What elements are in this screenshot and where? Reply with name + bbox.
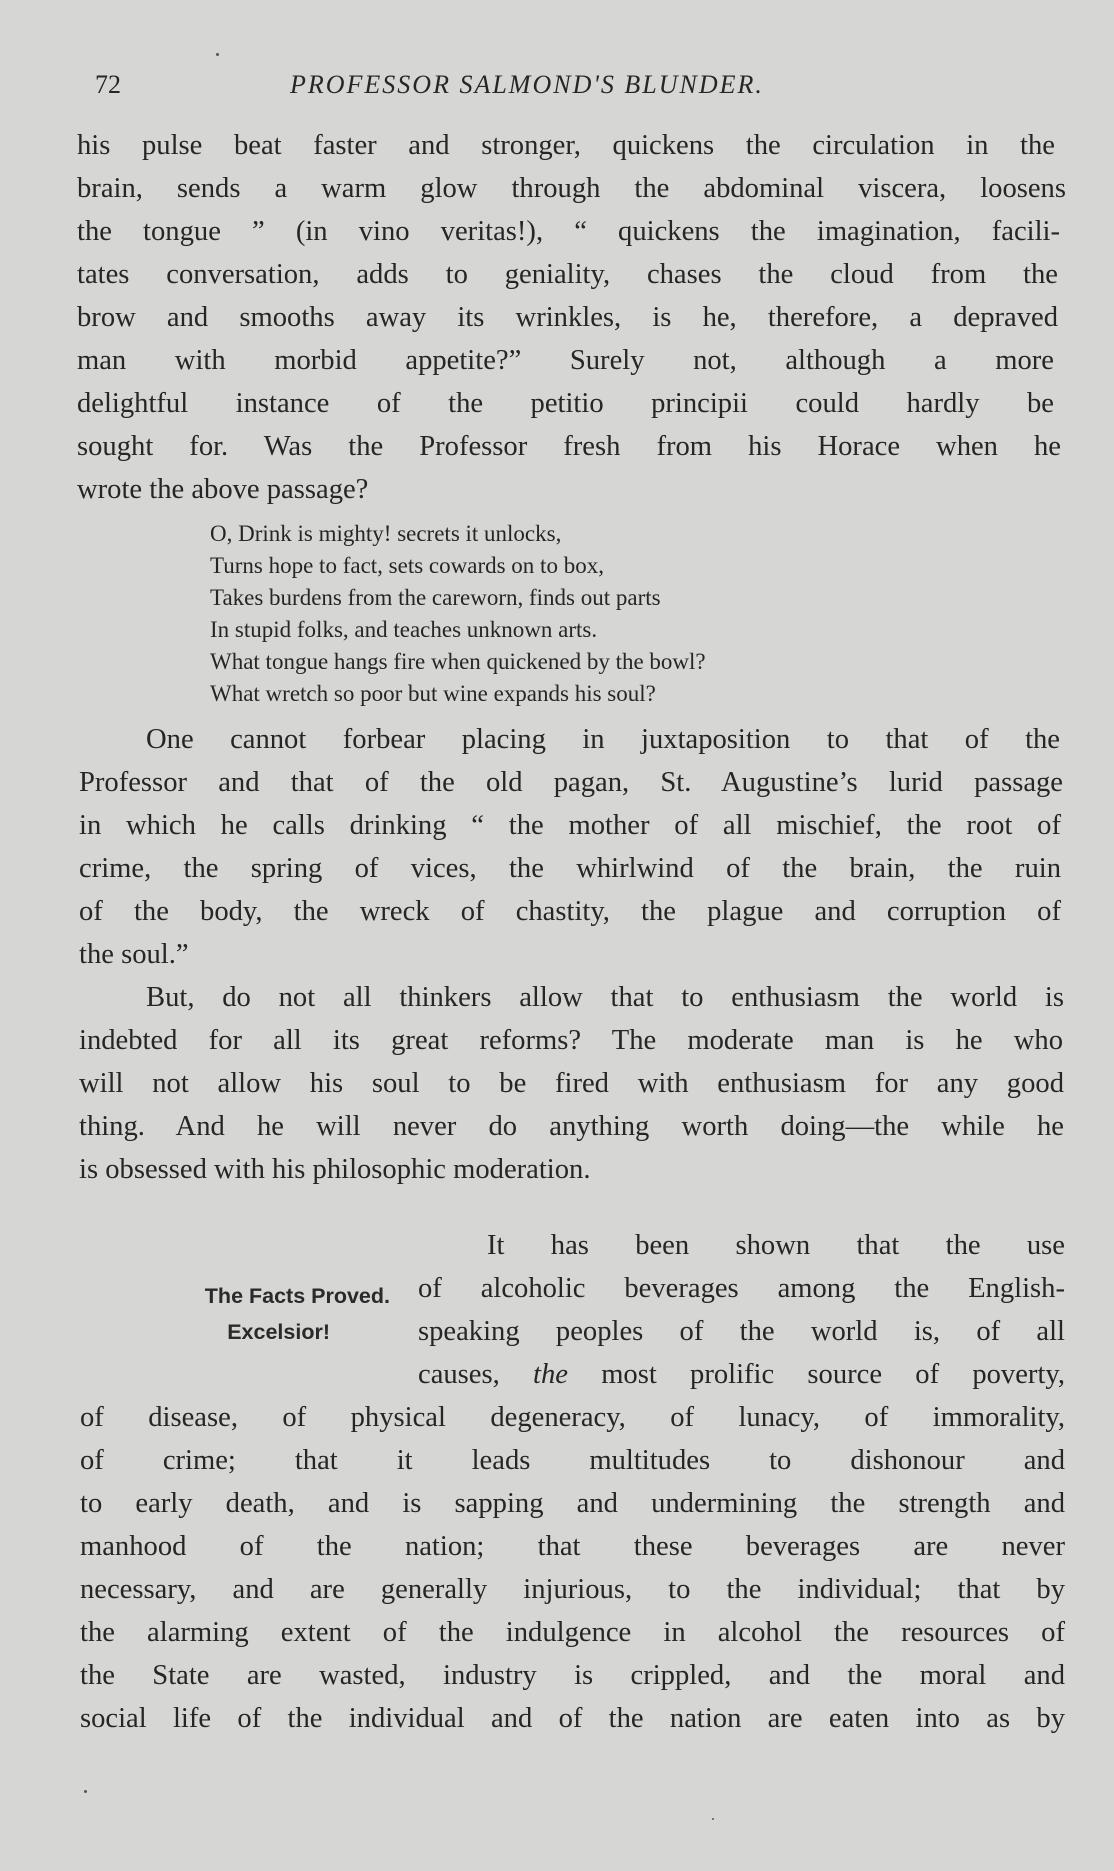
sidenote-heading: The Facts Proved.: [204, 1284, 390, 1308]
text-line: sought for. Was the Professor fresh from his Horace when he: [77, 431, 1061, 462]
text-line: will not allow his soul to be fired with enthusiasm for any good: [79, 1068, 1064, 1099]
text-line: But, do not all thinkers allow that to enthusiasm the world is: [146, 982, 1064, 1013]
text-line: brain, sends a warm glow through the abdominal viscera, loosens: [77, 173, 1066, 204]
text-line: social life of the individual and of the nation are eaten into as by: [80, 1703, 1065, 1734]
paper-speck: [712, 1818, 714, 1820]
text-line: One cannot forbear placing in juxtaposition to that of the: [146, 724, 1060, 755]
verse-line: Turns hope to fact, sets cowards on to box,: [210, 553, 604, 578]
text-line: the soul.”: [79, 939, 189, 970]
text-line: in which he calls drinking “ the mother of all mischief, the root of: [79, 810, 1061, 841]
text-line: of disease, of physical degeneracy, of lunacy, of immorality,: [80, 1402, 1065, 1433]
text-line: brow and smooths away its wrinkles, is he, therefore, a depraved: [77, 302, 1058, 333]
text-line: is obsessed with his philosophic moderation.: [79, 1154, 591, 1185]
text-line: the alarming extent of the indulgence in alcohol the resources of: [80, 1617, 1065, 1648]
text-line: of the body, the wreck of chastity, the plague and corruption of: [79, 896, 1061, 927]
verse-line: O, Drink is mighty! secrets it unlocks,: [210, 521, 562, 546]
verse-line: Takes burdens from the careworn, finds out parts: [210, 585, 661, 610]
text-line: manhood of the nation; that these beverages are never: [80, 1531, 1065, 1562]
text-line: thing. And he will never do anything worth doing—the while he: [79, 1111, 1064, 1142]
text-run: causes,: [418, 1359, 500, 1390]
text-line: speaking peoples of the world is, of all: [418, 1316, 1065, 1347]
verse-line: What tongue hangs fire when quickened by the bowl?: [210, 649, 706, 674]
text-line: It has been shown that the use: [487, 1230, 1065, 1261]
sidenote-subheading: Excelsior!: [227, 1320, 330, 1344]
text-line: indebted for all its great reforms? The moderate man is he who: [79, 1025, 1063, 1056]
paper-speck: [216, 53, 219, 56]
running-title: PROFESSOR SALMOND'S BLUNDER.: [290, 70, 764, 99]
italic-word: the: [533, 1359, 568, 1390]
text-line: man with morbid appetite?” Surely not, although a more: [77, 345, 1054, 376]
paper-speck: [84, 1790, 87, 1793]
text-line: to early death, and is sapping and undermining the strength and: [80, 1488, 1065, 1519]
verse-line: In stupid folks, and teaches unknown arts.: [210, 617, 598, 642]
text-line: necessary, and are generally injurious, to the individual; that by: [80, 1574, 1065, 1605]
page-number: 72: [95, 70, 121, 99]
text-line: [418, 1361, 1065, 1390]
text-line: the tongue ” (in vino veritas!), “ quickens the imagination, facili-: [77, 216, 1060, 247]
text-line: his pulse beat faster and stronger, quickens the circulation in the: [77, 130, 1055, 161]
text-line: Professor and that of the old pagan, St. Augustine’s lurid passage: [79, 767, 1063, 798]
page-header: [0, 70, 1114, 110]
text-line: wrote the above passage?: [77, 474, 369, 505]
verse-line: What wretch so poor but wine expands his soul?: [210, 681, 656, 706]
text-line: of crime; that it leads multitudes to dishonour and: [80, 1445, 1065, 1476]
text-line: the State are wasted, industry is crippled, and the moral and: [80, 1660, 1065, 1691]
text-line: tates conversation, adds to geniality, chases the cloud from the: [77, 259, 1058, 290]
text-line: crime, the spring of vices, the whirlwind of the brain, the ruin: [79, 853, 1061, 884]
text-line: of alcoholic beverages among the English-: [418, 1273, 1065, 1304]
text-run: most prolific source of poverty,: [601, 1359, 1065, 1390]
text-line: delightful instance of the petitio principii could hardly be: [77, 388, 1054, 419]
